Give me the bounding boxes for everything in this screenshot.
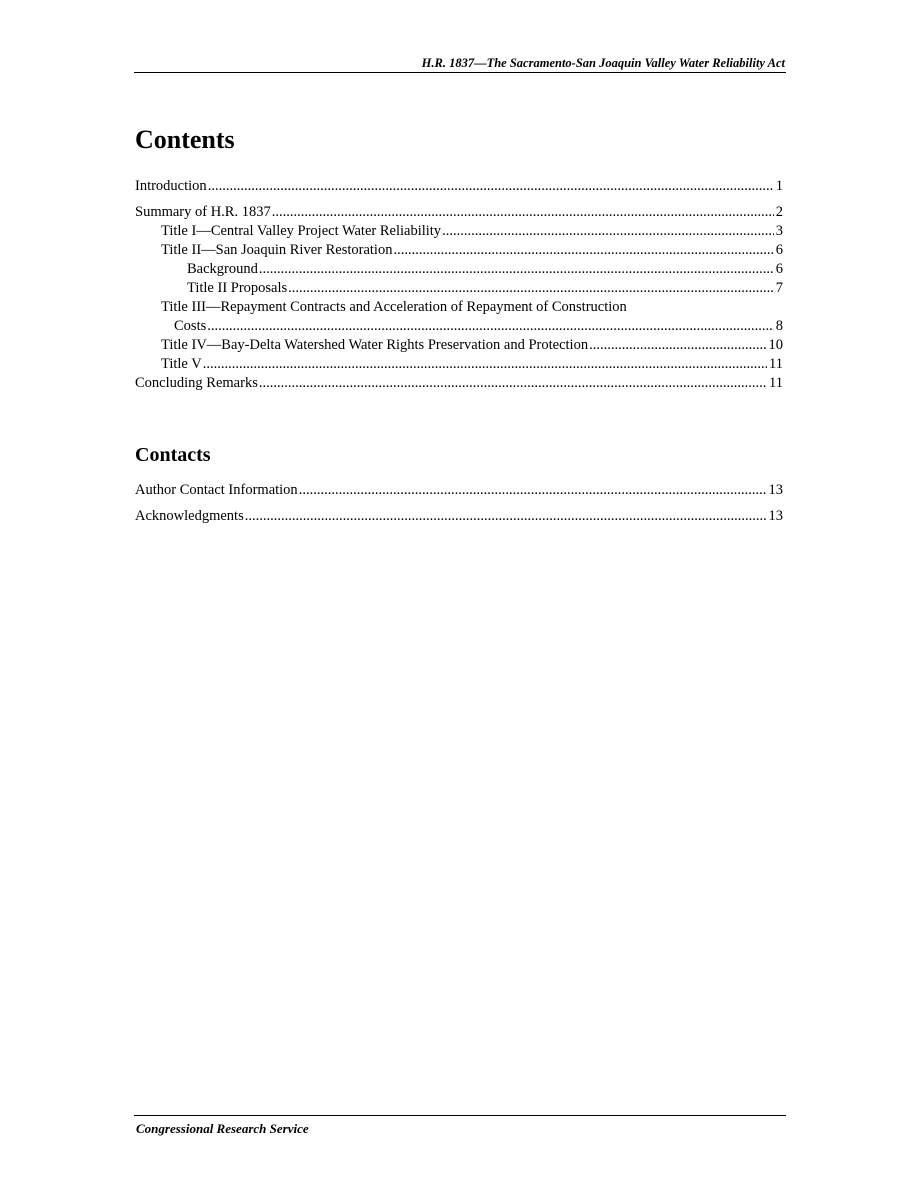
toc-entry-introduction[interactable] bbox=[135, 177, 783, 196]
header-rule bbox=[134, 72, 786, 73]
toc-entry-label: Concluding Remarks bbox=[135, 375, 258, 391]
dot-leader bbox=[259, 374, 767, 393]
dot-leader bbox=[393, 241, 773, 260]
dot-leader bbox=[208, 177, 774, 196]
toc-entry-label: Author Contact Information bbox=[135, 482, 298, 498]
dot-leader bbox=[259, 260, 774, 279]
toc-page-number: 13 bbox=[768, 508, 783, 524]
contacts-list bbox=[135, 481, 783, 526]
dot-leader bbox=[245, 507, 767, 526]
toc-entry-label: Title I—Central Valley Project Water Reliability bbox=[161, 223, 442, 239]
running-footer: Congressional Research Service bbox=[136, 1121, 309, 1136]
contents-heading: Contents bbox=[135, 125, 235, 154]
toc-page-number: 11 bbox=[769, 375, 783, 391]
toc-page-number: 13 bbox=[768, 482, 783, 498]
dot-leader bbox=[272, 203, 774, 222]
toc-page-number: 6 bbox=[775, 261, 783, 277]
toc-entry-label: Title II—San Joaquin River Restoration bbox=[161, 242, 393, 258]
toc-entry-title-ii-proposals[interactable] bbox=[135, 279, 783, 298]
toc-entry-label: Costs bbox=[174, 318, 207, 334]
toc-entry-title-ii[interactable] bbox=[135, 241, 783, 260]
toc-entry-label: Title IV—Bay-Delta Watershed Water Rights Preservation and Protection bbox=[161, 337, 589, 353]
toc-entry-background[interactable] bbox=[135, 260, 783, 279]
toc-page-number: 8 bbox=[775, 318, 783, 334]
toc-page-number: 6 bbox=[775, 242, 783, 258]
toc-entry-summary[interactable] bbox=[135, 203, 783, 222]
toc-entry-label: Title II Proposals bbox=[187, 280, 288, 296]
dot-leader bbox=[203, 355, 767, 374]
toc-entry-label: Introduction bbox=[135, 178, 207, 194]
toc-entry-label: Acknowledgments bbox=[135, 508, 244, 524]
toc-entry-author-contact[interactable] bbox=[135, 481, 783, 500]
toc-page-number: 1 bbox=[775, 178, 783, 194]
dot-leader bbox=[288, 279, 774, 298]
toc-entry-label: Summary of H.R. 1837 bbox=[135, 204, 271, 220]
toc-entry-title-iii[interactable] bbox=[135, 317, 783, 336]
running-header: H.R. 1837—The Sacramento-San Joaquin Valley Water Reliability Act bbox=[421, 56, 785, 70]
toc-entry-label: Title V bbox=[161, 356, 202, 372]
toc-entry-acknowledgments[interactable] bbox=[135, 507, 783, 526]
toc-page-number: 2 bbox=[775, 204, 783, 220]
toc-entry-title-v[interactable] bbox=[135, 355, 783, 374]
footer-rule bbox=[134, 1115, 786, 1116]
toc-entry-concluding-remarks[interactable] bbox=[135, 374, 783, 393]
toc-page-number: 11 bbox=[769, 356, 783, 372]
table-of-contents bbox=[135, 177, 783, 393]
dot-leader bbox=[207, 317, 774, 336]
dot-leader bbox=[299, 481, 767, 500]
toc-entry-title-iii-line1[interactable]: Title III—Repayment Contracts and Acceleration of Repayment of Construction bbox=[161, 299, 627, 315]
toc-entry-title-i[interactable] bbox=[135, 222, 783, 241]
dot-leader bbox=[589, 336, 766, 355]
dot-leader bbox=[442, 222, 774, 241]
toc-entry-title-iv[interactable] bbox=[135, 336, 783, 355]
toc-page-number: 10 bbox=[768, 337, 783, 353]
toc-entry-label: Background bbox=[187, 261, 258, 277]
toc-page-number: 7 bbox=[775, 280, 783, 296]
toc-page-number: 3 bbox=[775, 223, 783, 239]
contacts-heading: Contacts bbox=[135, 444, 211, 466]
